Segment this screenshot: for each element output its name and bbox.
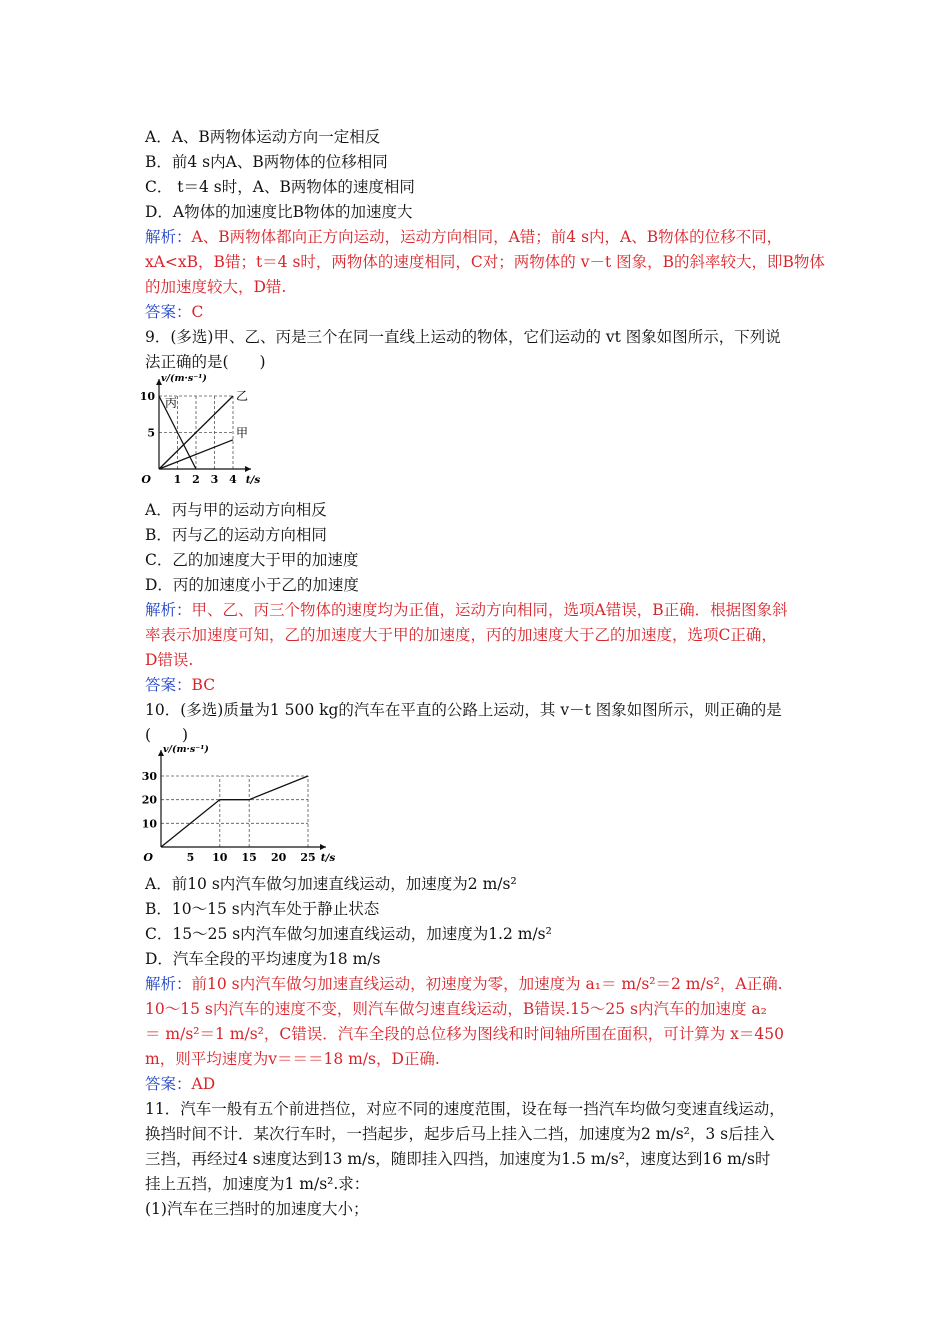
x-tick-label: 20: [270, 851, 287, 864]
q9-option-b: B．丙与乙的运动方向相同: [145, 526, 327, 544]
x-tick-label: 5: [186, 851, 195, 864]
analysis-label: 解析：: [145, 975, 192, 993]
q8-option-c: C． t＝4 s时，A、B两物体的速度相同: [145, 178, 415, 196]
q8-analysis-line-3: 的加速度较大，D错.: [145, 278, 287, 296]
series-label: 乙: [236, 389, 249, 403]
q8-analysis-line-1: 解析：A、B两物体都向正方向运动，运动方向相同，A错；前4 s内，A、B物体的位移不同，: [145, 228, 783, 246]
q11-stem-line-2: 换挡时间不计．某次行车时，一挡起步，起步后马上挂入二挡，加速度为2 m/s²，3 s后挂入: [145, 1125, 775, 1143]
q10-option-c: C．15～25 s内汽车做匀加速直线运动，加速度为1.2 m/s²: [145, 925, 552, 943]
series-line: [161, 776, 308, 847]
q10-stem-line-1: 10．(多选)质量为1 500 kg的汽车在平直的公路上运动，其 v－t 图象如图所示，则正确的是: [145, 701, 782, 719]
origin-label: O: [141, 473, 151, 485]
answer-label: 答案：: [145, 1075, 192, 1093]
answer-value: AD: [191, 1075, 216, 1093]
x-axis-label: t/s: [320, 852, 336, 864]
q10-analysis-line-4: m，则平均速度为v＝＝＝18 m/s，D正确.: [145, 1050, 440, 1068]
origin-label: O: [143, 851, 153, 864]
q11-subquestion-1: (1)汽车在三挡时的加速度大小；: [145, 1200, 369, 1218]
x-axis-arrow: [320, 844, 326, 850]
y-tick-label: 30: [141, 770, 157, 783]
x-tick-label: 10: [212, 851, 228, 864]
x-tick-label: 4: [229, 473, 237, 485]
answer-value: BC: [191, 676, 216, 694]
q9-option-d: D．丙的加速度小于乙的加速度: [145, 576, 359, 594]
x-axis-label: t/s: [245, 474, 261, 485]
q9-analysis-line-3: D错误.: [145, 651, 194, 669]
q10-stem-line-2: ( ): [145, 726, 189, 744]
analysis-label: 解析：: [145, 601, 192, 619]
analysis-label: 解析：: [145, 228, 192, 246]
q10-vt-chart: [140, 742, 350, 866]
q9-option-c: C．乙的加速度大于甲的加速度: [145, 551, 359, 569]
y-tick-label: 10: [140, 390, 155, 403]
y-axis-label: v/(m·s⁻¹): [161, 373, 207, 384]
y-tick-label: 10: [141, 817, 157, 831]
answer-value: C: [191, 303, 204, 321]
q10-option-a: A．前10 s内汽车做匀加速直线运动，加速度为2 m/s²: [145, 875, 517, 893]
q9-analysis-line-2: 率表示加速度可知，乙的加速度大于甲的加速度，丙的加速度大于乙的加速度，选项C正确，: [145, 626, 777, 644]
q9-stem-line-1: 9．(多选)甲、乙、丙是三个在同一直线上运动的物体，它们运动的 vt 图象如图所示，下列说: [145, 328, 781, 346]
y-tick-label: 5: [147, 426, 155, 440]
x-axis-arrow: [245, 466, 251, 472]
y-axis-label: v/(m·s⁻¹): [163, 744, 209, 755]
q10-option-d: D．汽车全段的平均速度为18 m/s: [145, 950, 381, 968]
q9-option-a: A．丙与甲的运动方向相反: [145, 501, 327, 519]
series-label: 丙: [165, 396, 178, 410]
q8-answer: [145, 302, 203, 322]
q8-option-d: D．A物体的加速度比B物体的加速度大: [145, 203, 413, 221]
q10-answer: [145, 1074, 215, 1094]
q8-option-a: A．A、B两物体运动方向一定相反: [145, 128, 381, 146]
q9-answer: [145, 675, 215, 695]
x-tick-label: 2: [192, 473, 200, 485]
q9-vt-chart: [140, 373, 270, 485]
q9-analysis-line-1: 解析：甲、乙、丙三个物体的速度均为正值，运动方向相同，选项A错误，B正确．根据图象斜: [145, 601, 788, 619]
x-tick-label: 1: [173, 473, 182, 485]
q9-stem-line-2: 法正确的是( ): [145, 353, 266, 371]
q10-option-b: B．10～15 s内汽车处于静止状态: [145, 900, 380, 918]
series-line: [159, 440, 233, 469]
q11-stem-line-1: 11．汽车一般有五个前进挡位，对应不同的速度范围，设在每一挡汽车均做匀变速直线运动，: [145, 1100, 785, 1118]
q10-analysis-line-3: ＝ m/s²＝1 m/s²，C错误．汽车全段的总位移为图线和时间轴所围在面积，可计算为 x＝450: [145, 1025, 785, 1043]
series-label: 甲: [236, 426, 249, 440]
q10-analysis-line-1: 解析：前10 s内汽车做匀加速直线运动，初速度为零，加速度为 a₁＝ m/s²＝2 m/s²，A正确.: [145, 975, 783, 993]
x-tick-label: 25: [300, 851, 316, 864]
x-tick-label: 15: [241, 851, 257, 864]
q8-analysis-line-2: xA<xB，B错；t＝4 s时，两物体的速度相同，C对；两物体的 v－t 图象，B的斜率较大，即B物体: [145, 253, 825, 271]
answer-label: 答案：: [145, 676, 192, 694]
y-tick-label: 20: [141, 793, 157, 807]
q8-option-b: B．前4 s内A、B两物体的位移相同: [145, 153, 388, 171]
x-tick-label: 3: [210, 473, 219, 485]
answer-label: 答案：: [145, 303, 192, 321]
q11-stem-line-3: 三挡，再经过4 s速度达到13 m/s，随即挂入四挡，加速度为1.5 m/s²，速度达到16 m/s时: [145, 1150, 771, 1168]
q11-stem-line-4: 挂上五挡，加速度为1 m/s².求：: [145, 1175, 370, 1193]
q10-analysis-line-2: 10～15 s内汽车的速度不变，则汽车做匀速直线运动，B错误.15～25 s内汽车的加速度 a₂: [145, 1000, 767, 1018]
